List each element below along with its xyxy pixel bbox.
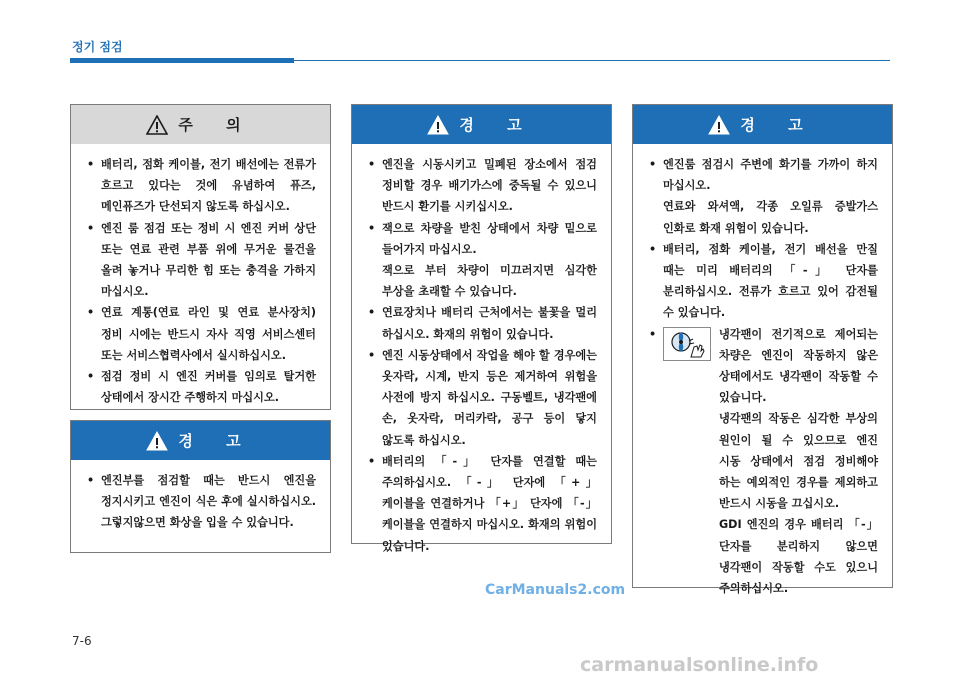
list-item	[647, 154, 878, 239]
list-item-text: • 잭으로 차량을 받친 상태에서 차량 밑으로 들어가지 마십시오.	[382, 221, 597, 256]
warning-triangle-icon	[427, 115, 449, 135]
warning-box-header	[352, 105, 611, 144]
list-item	[366, 302, 597, 344]
warning-box-title: 경 고	[740, 116, 817, 134]
warning-box-title: 경 고	[459, 116, 536, 134]
caution-list	[71, 144, 330, 416]
watermark-carmanuals2: CarManuals2.com	[485, 582, 626, 598]
list-item: • 배터리, 점화 케이블, 전기 배선에는 전류가 흐르고 있다는 것에 유념하여 퓨즈, 메인퓨즈가 단선되지 않도록 하십시오.	[85, 154, 316, 218]
list-item-text: • 엔진 시동상태에서 작업을 해야 할 경우에는 옷자락, 시계, 반지 등은 제거하여 위험을 사전에 방지 하십시오. 구동벨트, 냉각팬에 손, 옷자락, 머리카락, 공구 등이 닿지 않도록 하십시오.	[382, 348, 597, 447]
warning-triangle-icon	[708, 115, 730, 135]
list-item-text: • 엔진을 시동시키고 밀폐된 장소에서 점검 정비할 경우 배기가스에 중독될 수 있으니 반드시 환기를 시키십시오.	[382, 158, 597, 214]
list-item	[647, 239, 878, 324]
list-item-text: • 배터리, 점화 케이블, 전기 배선을 만질 때는 미리 배터리의 「-」 단자를 분리하십시오. 전류가 흐르고 있어 감전될 수 있습니다.	[663, 242, 878, 320]
list-item-note: GDI 엔진의 경우 배터리 「-」 단자를 분리하지 않으면 냉각팬이 작동할 수도 있으니 주의하십시오.	[719, 518, 878, 596]
warning-list	[633, 144, 892, 607]
list-item-text: • 엔진룸 점검시 주변에 화기를 가까이 하지 마십시오.	[663, 158, 878, 193]
list-item: • 엔진 룸 점검 또는 정비 시 엔진 커버 상단 또는 연료 관련 부품 위에 무거운 물건을 올려 놓거나 무리한 힘 또는 충격을 가하지 마십시오.	[85, 218, 316, 303]
warning-list	[71, 460, 330, 542]
caution-box-title: 주 의	[178, 116, 255, 134]
caution-box-header	[71, 105, 330, 144]
list-item	[366, 154, 597, 218]
cooling-fan-hand-icon	[663, 327, 711, 361]
list-item-note: 냉각팬의 작동은 심각한 부상의 원인이 될 수 있으므로 엔진 시동 상태에서 점검 정비해야 하는 예외적인 경우를 제외하고 반드시 시동을 끄십시오.	[719, 412, 878, 511]
list-item-note: 연료와 와셔액, 각종 오일류 증발가스 인화로 화재 위험이 있습니다.	[663, 200, 878, 235]
page-number: 7-6	[72, 634, 92, 648]
warning-box-engine	[70, 420, 331, 553]
icon-item-text	[719, 324, 878, 600]
warning-triangle-icon	[146, 115, 168, 135]
list-item-text: • 연료장치나 배터리 근처에서는 불꽃을 멀리 하십시오. 화재의 위험이 있습니다.	[382, 306, 597, 341]
list-item-text: • 배터리의 「-」 단자를 연결할 때는 주의하십시오. 「-」 단자에 「+」 케이블을 연결하거나 「+」 단자에 「-」 케이블을 연결하지 마십시오. 화재의 위험이 있습니다.	[382, 454, 597, 553]
warning-box-header	[71, 421, 330, 460]
warning-list	[352, 144, 611, 565]
warning-box-engine-room	[632, 104, 893, 596]
warning-triangle-icon	[146, 431, 168, 451]
list-item: • 연료 계통(연료 라인 및 연료 분사장치) 정비 시에는 반드시 자사 직영 서비스센터 또는 서비스협력사에서 실시하십시오.	[85, 302, 316, 366]
warning-box-header	[633, 105, 892, 144]
section-title: 정기 점검	[72, 40, 123, 54]
list-item	[647, 324, 878, 600]
caution-box	[70, 104, 331, 410]
warning-box-title: 경 고	[178, 432, 255, 450]
list-item	[366, 218, 597, 303]
icon-item	[663, 324, 878, 600]
list-item	[366, 451, 597, 557]
list-item: • 엔진부를 점검할 때는 반드시 엔진을 정지시키고 엔진이 식은 후에 실시하십시오. 그렇지않으면 화상을 입을 수 있습니다.	[85, 470, 316, 534]
list-item	[366, 345, 597, 451]
list-item: • 점검 정비 시 엔진 커버를 임의로 탈거한 상태에서 장시간 주행하지 마십시오.	[85, 366, 316, 408]
list-item-note: 잭으로 부터 차량이 미끄러지면 심각한 부상을 초래할 수 있습니다.	[382, 264, 597, 299]
watermark-carmanualsonline: carmanualsonline.info	[580, 654, 819, 676]
header-rule-thin	[294, 60, 890, 61]
list-item-text: • 냉각팬이 전기적으로 제어되는 차량은 엔진이 작동하지 않은 상태에서도 냉각팬이 작동할 수 있습니다.	[719, 327, 878, 405]
header-rule-thick	[70, 58, 294, 63]
warning-box-maintenance	[351, 104, 612, 553]
